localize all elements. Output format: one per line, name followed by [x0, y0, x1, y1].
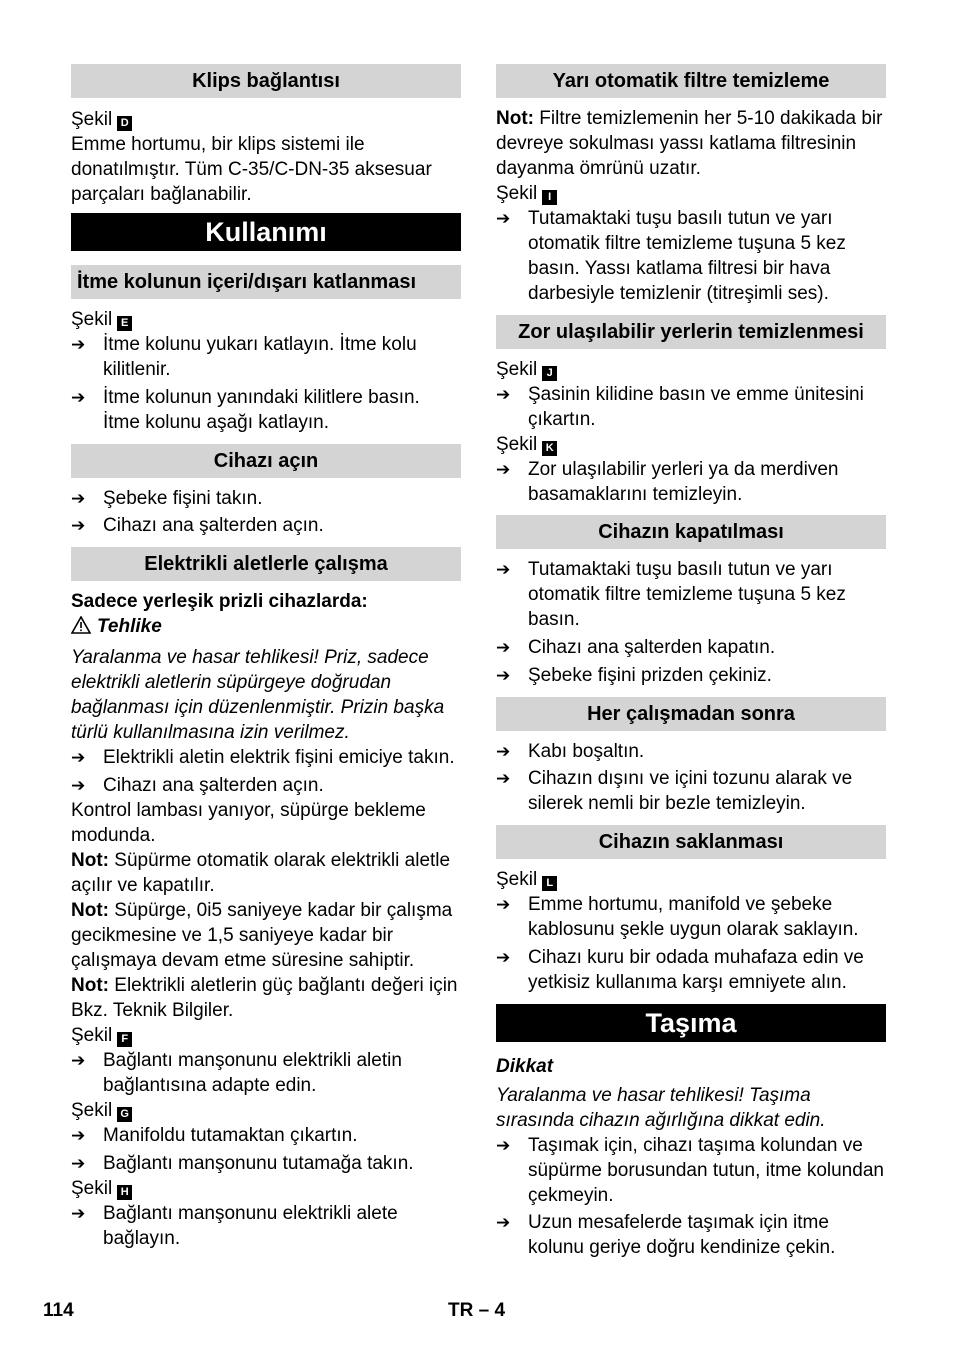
arrow-icon: ➔: [496, 385, 511, 404]
figure-letter-d: D: [117, 116, 132, 131]
arrow-icon: ➔: [496, 948, 511, 967]
section-title-sakla: Cihazın saklanması: [496, 825, 886, 859]
section-title-klips: Klips bağlantısı: [71, 64, 461, 98]
kontrol-text: Kontrol lambası yanıyor, süpürge bekleme modunda.: [71, 800, 426, 846]
klips-text: Emme hortumu, bir klips sistemi ile donatılmıştır. Tüm C-35/C-DN-35 aksesuar parçaları bağlanabilir.: [71, 134, 432, 205]
caution-text: Yaralanma ve hasar tehlikesi! Taşıma sırasında cihazın ağırlığına dikkat edin.: [496, 1085, 826, 1131]
figure-letter-i: I: [542, 190, 557, 205]
figure-ref-e: Şekil E: [71, 307, 461, 332]
note-1: Not: Süpürme otomatik olarak elektrikli aletle açılır ve kapatılır.: [71, 850, 451, 896]
left-column: [71, 64, 461, 1251]
arrow-icon: ➔: [496, 209, 511, 228]
step-item: ➔ Tutamaktaki tuşu basılı tutun ve yarı otomatik filtre temizleme tuşuna 5 kez basın.: [496, 559, 846, 630]
step-item: ➔ Bağlantı manşonunu elektrikli aletin bağlantısına adapte edin.: [71, 1050, 402, 1096]
language-page-label: TR – 4: [448, 1300, 506, 1321]
note-yari: Not: Filtre temizlemenin her 5-10 dakikada bir devreye sokulması yassı katlama filtresinin dayanma ömrünü uzatır.: [496, 108, 883, 179]
step-item: ➔ Elektrikli aletin elektrik fişini emiciye takın.: [71, 747, 455, 768]
step-item: ➔ Cihazı kuru bir odada muhafaza edin ve yetkisiz kullanıma karşı emniyete alın.: [496, 947, 864, 993]
figure-letter-l: L: [542, 876, 557, 891]
step-item: ➔ Cihazı ana şalterden açın.: [71, 515, 324, 536]
arrow-icon: ➔: [496, 895, 511, 914]
figure-ref-i: Şekil I: [496, 181, 886, 206]
figure-ref-f: Şekil F: [71, 1023, 461, 1048]
figure-letter-e: E: [117, 316, 132, 331]
step-item: ➔ Şasinin kilidine basın ve emme ünitesini çıkartın.: [496, 384, 864, 430]
figure-ref-l: Şekil L: [496, 867, 886, 892]
arrow-icon: ➔: [496, 638, 511, 657]
arrow-icon: ➔: [71, 1154, 86, 1173]
section-title-elektrikli: Elektrikli aletlerle çalışma: [71, 547, 461, 581]
arrow-icon: ➔: [71, 335, 86, 354]
figure-letter-g: G: [117, 1107, 132, 1122]
section-title-sonra: Her çalışmadan sonra: [496, 697, 886, 731]
section-title-yari: Yarı otomatik filtre temizleme: [496, 64, 886, 98]
warning-triangle-icon: [71, 616, 97, 641]
section-title-cihazi: Cihazı açın: [71, 444, 461, 478]
section-title-kapat: Cihazın kapatılması: [496, 515, 886, 549]
step-item: ➔ Taşımak için, cihazı taşıma kolundan ve süpürme borusundan tutun, itme kolundan çekmeyin.: [496, 1135, 884, 1206]
arrow-icon: ➔: [71, 1204, 86, 1223]
arrow-icon: ➔: [71, 776, 86, 795]
warning-text: Yaralanma ve hasar tehlikesi! Priz, sadece elektrikli aletlerin süpürgeye doğrudan bağlanması için düzenlenmiştir. Prizin başka türlü kullanılmasına izin verilmez.: [71, 647, 445, 743]
step-item: ➔ Bağlantı manşonunu elektrikli alete bağlayın.: [71, 1203, 398, 1249]
arrow-icon: ➔: [71, 1051, 86, 1070]
warning-heading: Tehlike: [71, 614, 461, 641]
step-item: ➔ İtme kolunu yukarı katlayın. İtme kolu kilitlenir.: [71, 334, 417, 380]
sadece-heading: Sadece yerleşik prizli cihazlarda:: [71, 591, 368, 612]
arrow-icon: ➔: [496, 1213, 511, 1232]
section-title-zor: Zor ulaşılabilir yerlerin temizlenmesi: [496, 315, 886, 349]
figure-ref-j: Şekil J: [496, 357, 886, 382]
step-item: ➔ Uzun mesafelerde taşımak için itme kolunu geriye doğru kendinize çekin.: [496, 1212, 836, 1258]
arrow-icon: ➔: [496, 666, 511, 685]
note-2: Not: Süpürge, 0i5 saniyeye kadar bir çalışma gecikmesine ve 1,5 saniyeye kadar bir çalışmaya devam etme süresine sahiptir.: [71, 900, 453, 971]
step-item: ➔ Şebeke fişini takın.: [71, 488, 263, 509]
page-number: 114: [43, 1300, 74, 1321]
arrow-icon: ➔: [71, 1126, 86, 1145]
chapter-title-kullanimi: Kullanımı: [71, 213, 461, 251]
note-3: Not: Elektrikli aletlerin güç bağlantı değeri için Bkz. Teknik Bilgiler.: [71, 975, 458, 1021]
chapter-title-tasima: Taşıma: [496, 1004, 886, 1042]
arrow-icon: ➔: [496, 742, 511, 761]
arrow-icon: ➔: [71, 748, 86, 767]
caution-heading: Dikkat: [496, 1056, 554, 1077]
arrow-icon: ➔: [496, 460, 511, 479]
figure-letter-h: H: [117, 1185, 132, 1200]
step-item: ➔ Kabı boşaltın.: [496, 741, 645, 762]
figure-letter-k: K: [542, 441, 557, 456]
arrow-icon: ➔: [71, 388, 86, 407]
step-item: ➔ Cihazı ana şalterden açın.: [71, 775, 324, 796]
figure-ref-h: Şekil H: [71, 1176, 461, 1201]
arrow-icon: ➔: [71, 489, 86, 508]
figure-ref-d: Şekil D: [71, 107, 461, 132]
step-item: ➔ Cihazı ana şalterden kapatın.: [496, 637, 776, 658]
step-item: ➔ Zor ulaşılabilir yerleri ya da merdiven basamaklarını temizleyin.: [496, 459, 839, 505]
step-item: ➔ Manifoldu tutamaktan çıkartın.: [71, 1125, 358, 1146]
arrow-icon: ➔: [496, 769, 511, 788]
arrow-icon: ➔: [496, 560, 511, 579]
figure-ref-k: Şekil K: [496, 432, 886, 457]
step-item: ➔ Tutamaktaki tuşu basılı tutun ve yarı otomatik filtre temizleme tuşuna 5 kez basın. Yassı katlama filtresi bir hava darbesiyle temizlenir (titreşimli ses).: [496, 208, 846, 304]
section-title-itme: İtme kolunun içeri/dışarı katlanması: [71, 265, 461, 299]
figure-letter-f: F: [117, 1032, 132, 1047]
step-item: ➔ Bağlantı manşonunu tutamağa takın.: [71, 1153, 414, 1174]
step-item: ➔ İtme kolunun yanındaki kilitlere basın. İtme kolunu aşağı katlayın.: [71, 387, 420, 433]
arrow-icon: ➔: [496, 1136, 511, 1155]
step-item: ➔ Cihazın dışını ve içini tozunu alarak ve silerek nemli bir bezle temizleyin.: [496, 768, 853, 814]
figure-ref-g: Şekil G: [71, 1098, 461, 1123]
right-column: [496, 64, 886, 1260]
step-item: ➔ Şebeke fişini prizden çekiniz.: [496, 665, 772, 686]
figure-letter-j: J: [542, 366, 557, 381]
arrow-icon: ➔: [71, 516, 86, 535]
step-item: ➔ Emme hortumu, manifold ve şebeke kablosunu şekle uygun olarak saklayın.: [496, 894, 859, 940]
